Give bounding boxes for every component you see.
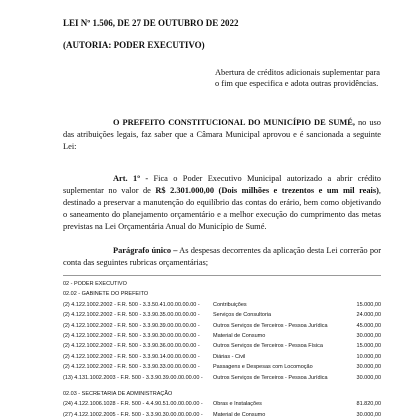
row-description: Serviços de Consultoria bbox=[213, 312, 272, 319]
article-1-label: Art. 1º - bbox=[113, 174, 149, 183]
budget-table bbox=[63, 279, 381, 420]
article-1-amount: R$ 2.301.000,00 (Dois milhões e trezentos e um mil reais) bbox=[155, 186, 379, 195]
section-header-label: 02.03 - SECRETARIA DE ADMINISTRAÇÃO bbox=[63, 390, 173, 397]
table-row bbox=[63, 410, 381, 420]
row-code: (13) 4.131.1002.2003 - F.R. 500 - 3.3.90.39.00.00.00.00 - bbox=[63, 374, 203, 381]
table-row bbox=[63, 362, 381, 372]
row-code: (2) 4.122.1002.2002 - F.R. 500 - 3.3.50.41.00.00.00.00 - bbox=[63, 301, 200, 308]
row-description: Material de Consumo bbox=[213, 332, 266, 339]
row-amount: 15.000,00 bbox=[356, 343, 381, 350]
row-code: (2) 4.122.1002.2002 - F.R. 500 - 3.3.90.39.00.00.00.00 - bbox=[63, 322, 200, 329]
paragraph-text: As despesas decorrentes da aplicação desta Lei correrão por conta das seguintes rubricas orçamentárias; bbox=[63, 246, 381, 267]
row-code: (27) 4.122.1002.2005 - F.R. 500 - 3.3.90.30.00.00.00.00 - bbox=[63, 411, 203, 418]
row-description: Contribuições bbox=[213, 301, 247, 308]
table-top-rule bbox=[63, 275, 381, 276]
row-description: Outros Serviços de Terceiros - Pessoa Jurídica bbox=[213, 322, 328, 329]
table-row bbox=[63, 352, 381, 362]
article-1-text-a: Fica o Poder Executivo Municipal autorizado a abrir crédito suplementar no valor de bbox=[63, 174, 381, 195]
section-subheader bbox=[63, 289, 381, 299]
row-description: Outros Serviços de Terceiros - Pessoa Jurídica bbox=[213, 374, 328, 381]
table-row bbox=[63, 310, 381, 320]
row-amount: 30.000,00 bbox=[356, 332, 381, 339]
paragraph-unico bbox=[63, 245, 381, 269]
row-amount: 30.000,00 bbox=[356, 364, 381, 371]
table-row bbox=[63, 331, 381, 341]
section-header bbox=[63, 279, 381, 289]
row-code: (24) 4.122.1006.1028 - F.R. 500 - 4.4.90.51.00.00.00.00 - bbox=[63, 401, 203, 408]
preamble bbox=[63, 117, 381, 153]
row-description: Outros Serviços de Terceiros - Pessoa Física bbox=[213, 343, 323, 350]
row-amount: 30.000,00 bbox=[356, 374, 381, 381]
row-code: (2) 4.122.1002.2002 - F.R. 500 - 3.3.90.30.00.00.00.00 - bbox=[63, 332, 200, 339]
row-amount: 10.000,00 bbox=[356, 353, 381, 360]
row-code: (2) 4.122.1002.2002 - F.R. 500 - 3.3.90.33.00.00.00.00 - bbox=[63, 364, 200, 371]
row-code: (2) 4.122.1002.2002 - F.R. 500 - 3.3.90.35.00.00.00.00 - bbox=[63, 312, 200, 319]
section-subheader-label: 02.02 - GABINETE DO PREFEITO bbox=[63, 291, 149, 298]
table-row bbox=[63, 321, 381, 331]
row-code: (2) 4.122.1002.2002 - F.R. 500 - 3.3.90.14.00.00.00.00 - bbox=[63, 353, 200, 360]
table-row bbox=[63, 373, 381, 383]
row-amount: 30.000,00 bbox=[356, 411, 381, 418]
preamble-text: no uso das atribuições legais, faz saber que a Câmara Municipal aprovou e é sancionada a seguinte Lei: bbox=[63, 118, 381, 151]
row-amount: 81.820,00 bbox=[356, 401, 381, 408]
row-amount: 15.000,00 bbox=[356, 301, 381, 308]
row-amount: 24.000,00 bbox=[356, 312, 381, 319]
row-description: Obras e Instalações bbox=[213, 401, 262, 408]
row-amount: 45.000,00 bbox=[356, 322, 381, 329]
law-ementa: Abertura de créditos adicionais suplementar para o fim que especifica e adota outras providências. bbox=[215, 68, 380, 88]
article-1 bbox=[63, 173, 381, 233]
row-code: (2) 4.122.1002.2002 - F.R. 500 - 3.3.90.36.00.00.00.00 - bbox=[63, 343, 200, 350]
law-title: LEI Nº 1.506, DE 27 DE OUTUBRO DE 2022 bbox=[63, 18, 239, 28]
section-header-label: 02 - PODER EXECUTIVO bbox=[63, 281, 127, 287]
table-row bbox=[63, 399, 381, 409]
table-row bbox=[63, 341, 381, 351]
law-authorship: (AUTORIA: PODER EXECUTIVO) bbox=[63, 40, 205, 50]
section-header bbox=[63, 389, 381, 399]
row-description: Material de Consumo bbox=[213, 411, 266, 418]
article-1-text-b: , destinado a preservar a manutenção do equilíbrio das contas do erário, bem como objetivando o saneamento do planejamento orçamentário e a melhor execução do cumprimento das metas previstas na Lei Orçamentária Anual do Município de Sumé. bbox=[63, 186, 382, 231]
table-row bbox=[63, 300, 381, 310]
paragraph-label: Parágrafo único – bbox=[113, 246, 178, 255]
row-description: Passagens e Despesas com Locomoção bbox=[213, 364, 313, 371]
row-description: Diárias - Civil bbox=[213, 353, 246, 360]
preamble-bold: O PREFEITO CONSTITUCIONAL DO MUNICÍPIO DE SUMÉ, bbox=[113, 118, 355, 127]
